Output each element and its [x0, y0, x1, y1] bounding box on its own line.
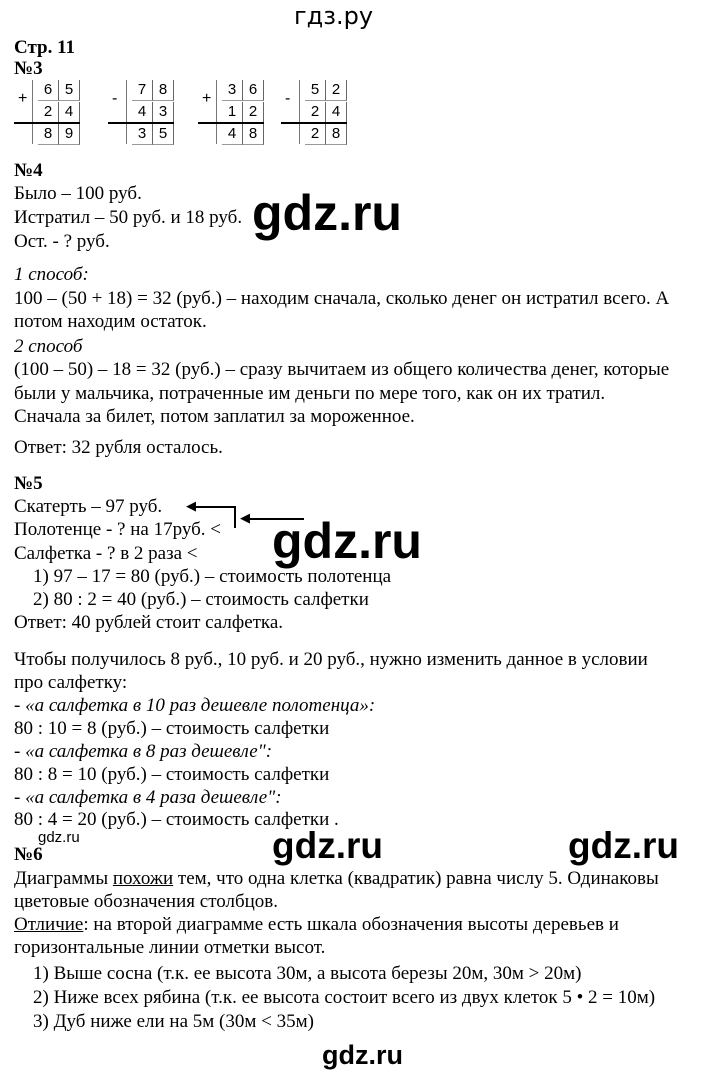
result-line	[14, 122, 80, 124]
watermark: gdz.ru	[272, 825, 383, 866]
digit-cell: 7	[132, 80, 153, 101]
watermark: gdz.ru	[252, 185, 402, 241]
task5-paragraph-2: про салфетку:	[14, 672, 128, 693]
site-header: гдз.ру	[294, 2, 374, 30]
digit-cell: 1	[222, 102, 243, 123]
underlined-word: похожи	[112, 868, 174, 889]
digit-cell: 4	[132, 102, 153, 123]
digit-cell: 8	[326, 124, 347, 145]
variant-1-calc: 80 : 10 = 8 (руб.) – стоимость салфетки	[14, 718, 330, 739]
text-fragment: : на второй диаграмме есть шкала обозначения высоты деревьев и	[83, 914, 619, 935]
digit-cell: 5	[305, 80, 326, 101]
column-calculation	[14, 80, 80, 146]
task5-step-2: 2) 80 : 2 = 40 (руб.) – стоимость салфетки	[33, 589, 369, 610]
digit-cell: 5	[59, 80, 80, 101]
digit-cell: 2	[305, 102, 326, 123]
task4-given-3: Ост. - ? руб.	[14, 231, 110, 252]
result-line	[198, 122, 264, 124]
result-line	[108, 122, 174, 124]
digit-cell: 2	[38, 102, 59, 123]
variant-2-condition: - «а салфетка в 8 раз дешевле":	[14, 741, 273, 762]
method2-title: 2 способ	[14, 336, 83, 357]
method1-line-1: 100 – (50 + 18) = 32 (руб.) – находим сначала, сколько денег он истратил всего. А	[14, 288, 670, 309]
watermark: gdz.ru	[568, 825, 679, 866]
grid-line	[216, 80, 217, 144]
digit-cell: 3	[222, 80, 243, 101]
method2-line-2: были у мальчика, потраченные им деньги по мере того, как он их тратил.	[14, 383, 606, 404]
grid-line	[32, 80, 33, 144]
arrow-line	[192, 506, 234, 508]
task3-title: №3	[14, 58, 43, 79]
operation-sign: +	[18, 90, 28, 107]
digit-cell: 9	[59, 124, 80, 145]
task5-given-1: Скатерть – 97 руб.	[14, 496, 163, 517]
digit-cell: 2	[243, 102, 264, 123]
task6-item-1: 1) Выше сосна (т.к. ее высота 30м, а высота березы 20м, 30м > 20м)	[33, 963, 582, 984]
task5-paragraph-1: Чтобы получилось 8 руб., 10 руб. и 20 руб., нужно изменить данное в условии	[14, 649, 648, 670]
variant-3-calc: 80 : 4 = 20 (руб.) – стоимость салфетки .	[14, 809, 339, 830]
method2-line-1: (100 – 50) – 18 = 32 (руб.) – сразу вычитаем из общего количества денег, которые	[14, 359, 670, 380]
task6-paragraph-3	[14, 913, 619, 936]
task5-given-2: Полотенце - ? на 17руб. <	[14, 519, 221, 540]
task6-item-2: 2) Ниже всех рябина (т.к. ее высота состоит всего из двух клеток 5 • 2 = 10м)	[33, 987, 656, 1008]
method1-title: 1 способ:	[14, 264, 89, 285]
watermark-bottom: gdz.ru	[322, 1040, 403, 1070]
result-line	[281, 122, 347, 124]
column-calculation	[108, 80, 174, 146]
task6-item-3: 3) Дуб ниже ели на 5м (30м < 35м)	[33, 1011, 314, 1032]
task4-answer: Ответ: 32 рубля осталось.	[14, 437, 223, 458]
operation-sign: -	[112, 90, 118, 107]
digit-cell: 2	[305, 124, 326, 145]
task6-title: №6	[14, 844, 43, 865]
digit-cell: 6	[243, 80, 264, 101]
method2-line-3: Сначала за билет, потом заплатил за мороженное.	[14, 406, 415, 427]
arrow-line	[234, 506, 236, 528]
digit-cell: 6	[38, 80, 59, 101]
task6-paragraph-2: цветовые обозначения столбцов.	[14, 891, 279, 912]
task5-answer: Ответ: 40 рублей стоит салфетка.	[14, 612, 284, 633]
digit-cell: 8	[153, 80, 174, 101]
digit-cell: 3	[132, 124, 153, 145]
arrow-left-icon: ◀	[186, 498, 196, 513]
column-calculation	[198, 80, 264, 146]
variant-2-calc: 80 : 8 = 10 (руб.) – стоимость салфетки	[14, 764, 330, 785]
column-calculation	[281, 80, 347, 146]
text-fragment: тем, что одна клетка (квадратик) равна числу 5. Одинаковы	[173, 868, 659, 889]
digit-cell: 4	[326, 102, 347, 123]
task4-title: №4	[14, 160, 43, 181]
digit-cell: 8	[243, 124, 264, 145]
digit-cell: 8	[38, 124, 59, 145]
digit-cell: 4	[59, 102, 80, 123]
task4-given-1: Было – 100 руб.	[14, 183, 142, 204]
arrow-left-icon: ◀	[240, 510, 250, 525]
method1-line-2: потом находим остаток.	[14, 311, 207, 332]
underlined-word: Отличие	[14, 914, 84, 935]
task5-step-1: 1) 97 – 17 = 80 (руб.) – стоимость полотенца	[33, 566, 392, 587]
digit-cell: 5	[153, 124, 174, 145]
watermark: gdz.ru	[272, 513, 422, 569]
task4-given-2: Истратил – 50 руб. и 18 руб.	[14, 207, 243, 228]
digit-cell: 4	[222, 124, 243, 145]
task5-given-3: Салфетка - ? в 2 раза <	[14, 543, 198, 564]
variant-3-condition: - «а салфетка в 4 раза дешевле":	[14, 787, 282, 808]
grid-line	[299, 80, 300, 144]
operation-sign: +	[202, 90, 212, 107]
digit-cell: 2	[326, 80, 347, 101]
grid-line	[126, 80, 127, 144]
text-fragment: Диаграммы	[14, 868, 113, 889]
page-reference: Стр. 11	[14, 37, 76, 58]
digit-cell: 3	[153, 102, 174, 123]
task6-paragraph-1	[14, 867, 659, 890]
operation-sign: -	[285, 90, 291, 107]
task5-title: №5	[14, 473, 43, 494]
task6-paragraph-4: горизонтальные линии отметки высот.	[14, 937, 326, 958]
variant-1-condition: - «а салфетка в 10 раз дешевле полотенца»:	[14, 695, 376, 716]
watermark-small: gdz.ru	[38, 829, 80, 846]
